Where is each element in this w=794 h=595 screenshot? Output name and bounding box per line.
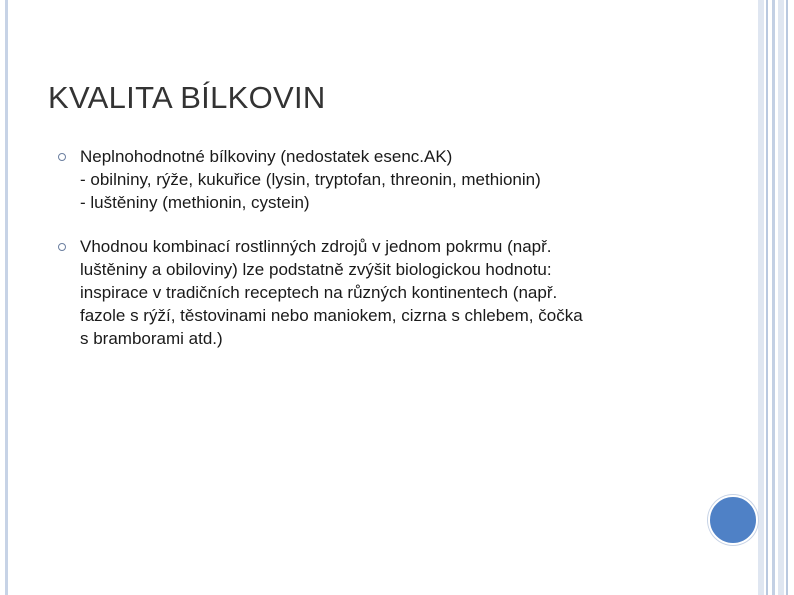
bullet-line: - obilniny, rýže, kukuřice (lysin, tryptofan, threonin, methionin): [80, 170, 541, 189]
slide-title: KVALITA BÍLKOVIN: [48, 80, 326, 115]
right-frame-stripe: [778, 0, 784, 595]
bullet-circle-icon: [58, 153, 66, 161]
bullet-item: [58, 235, 698, 350]
bullet-line: - luštěniny (methionin, cystein): [80, 193, 310, 212]
left-frame-line: [5, 0, 8, 595]
bullet-line: s bramborami atd.): [80, 329, 223, 348]
decorative-circle-icon: [708, 495, 758, 545]
bullet-circle-icon: [58, 243, 66, 251]
bullet-line: fazole s rýží, těstovinami nebo maniokem, cizrna s chlebem, čočka: [80, 306, 583, 325]
right-frame-stripe: [766, 0, 768, 595]
bullet-line: inspirace v tradičních receptech na různých kontinentech (např.: [80, 283, 558, 302]
bullet-list: [58, 145, 698, 350]
right-frame-stripe: [758, 0, 764, 595]
right-frame-stripe: [786, 0, 788, 595]
bullet-line: Neplnohodnotné bílkoviny (nedostatek esenc.AK): [80, 147, 453, 166]
right-frame-stripe: [772, 0, 775, 595]
bullet-line: Vhodnou kombinací rostlinných zdrojů v jednom pokrmu (např.: [80, 237, 552, 256]
bullet-line: luštěniny a obiloviny) lze podstatně zvýšit biologickou hodnotu:: [80, 260, 552, 279]
bullet-item: [58, 145, 698, 214]
